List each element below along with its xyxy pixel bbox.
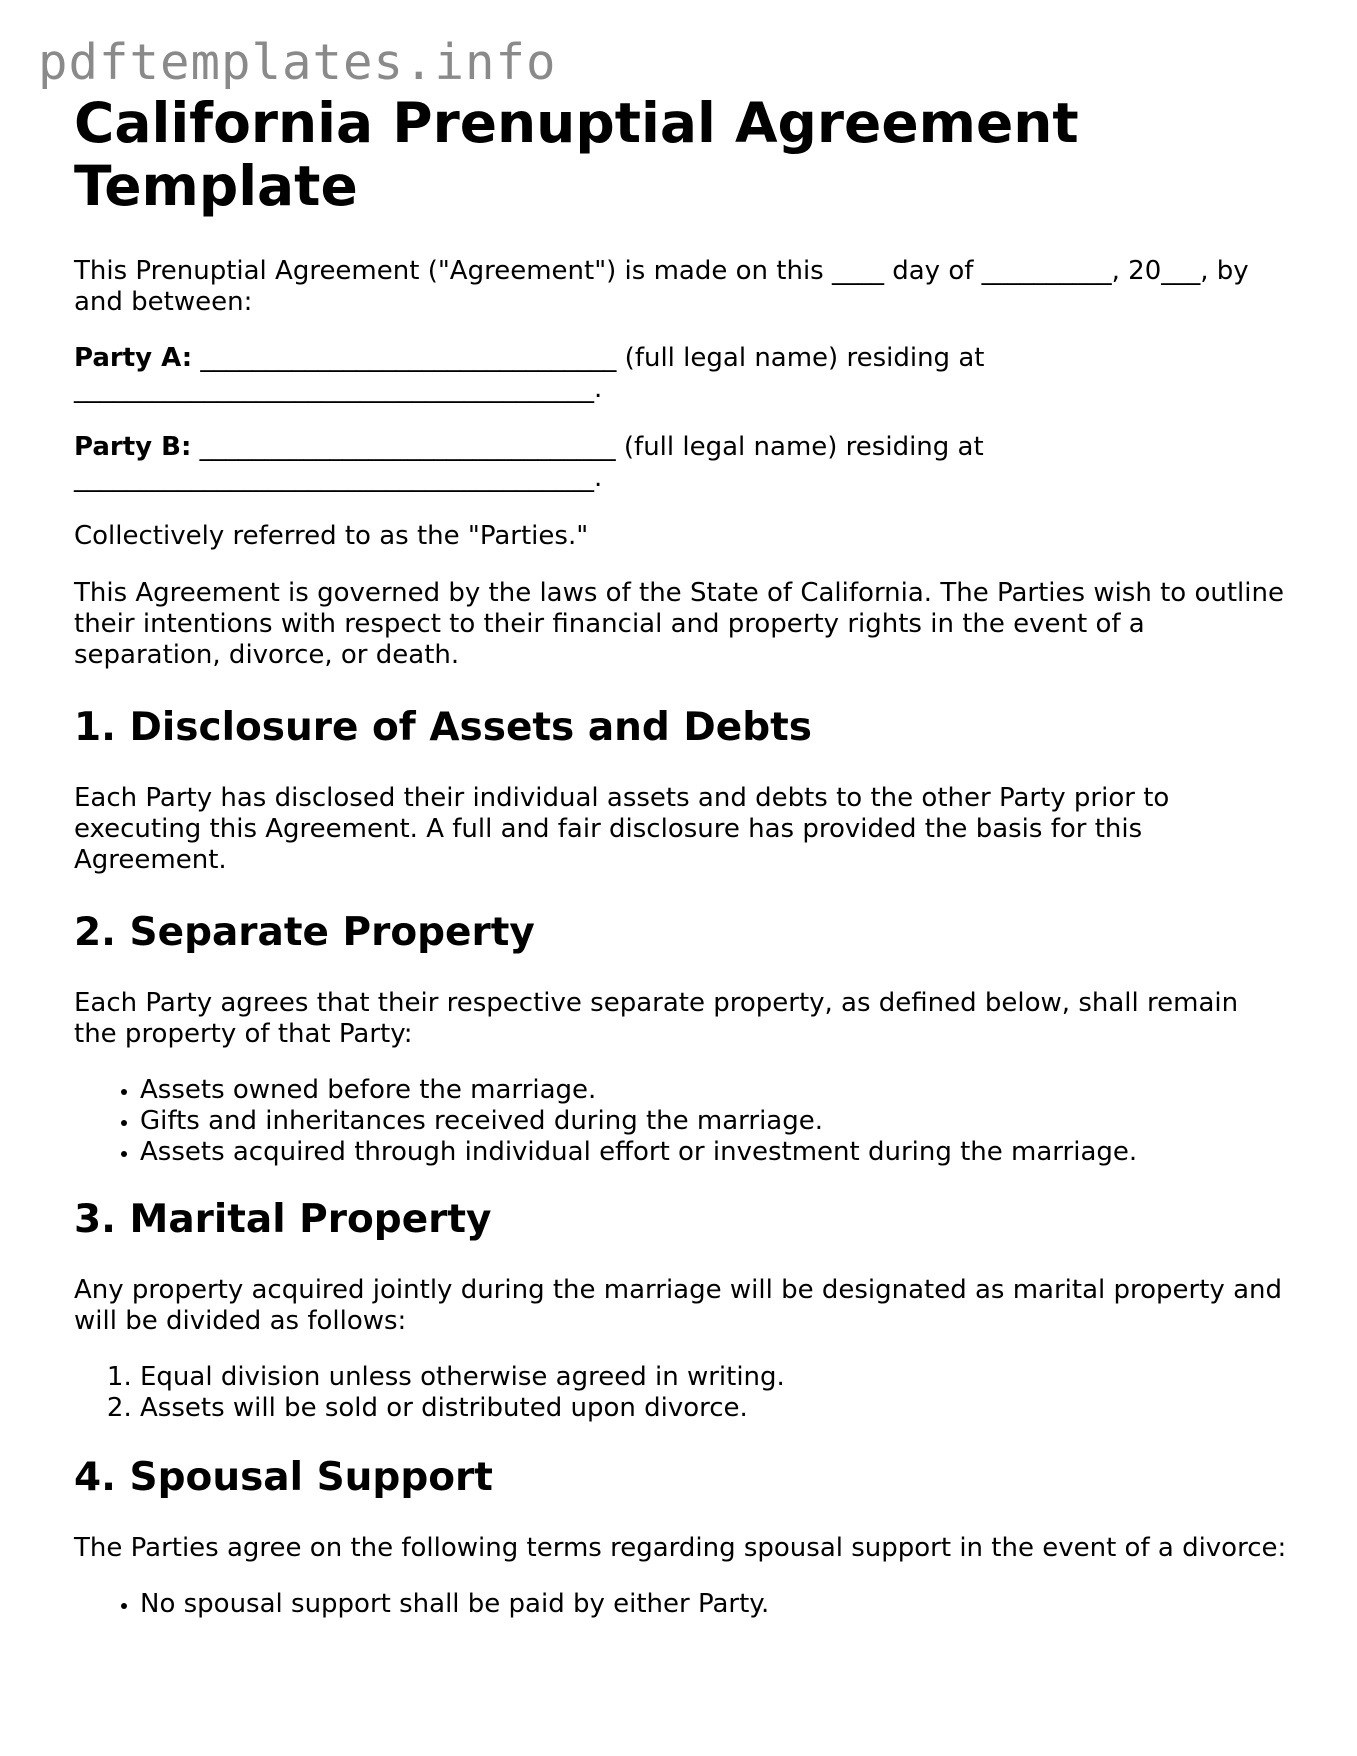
section-separate-property xyxy=(74,910,1289,1168)
separate-property-list xyxy=(74,1075,1289,1168)
section-text: The Parties agree on the following terms regarding spousal support in the event of a divorce: xyxy=(74,1533,1287,1563)
intro-paragraph: This Prenuptial Agreement ("Agreement") is made on this ____ day of __________, 20___, by and between: xyxy=(74,256,1249,317)
section-spousal-support xyxy=(74,1455,1289,1620)
section-heading: 3. Marital Property xyxy=(74,1197,492,1242)
party-b-label: Party B: xyxy=(74,432,192,462)
list-item: 2. Assets will be sold or distributed upon divorce. xyxy=(140,1393,1289,1424)
section-text: Each Party agrees that their respective separate property, as defined below, shall remain the property of that Party: xyxy=(74,988,1239,1049)
marital-property-list xyxy=(74,1362,1289,1424)
list-item: 1. Equal division unless otherwise agreed in writing. xyxy=(140,1362,1289,1393)
section-marital-property xyxy=(74,1197,1289,1424)
list-item: • Assets owned before the marriage. xyxy=(140,1075,1289,1106)
party-a-label: Party A: xyxy=(74,343,193,373)
party-b-text: ________________________________ (full legal name) residing at ________________________________________. xyxy=(74,432,984,493)
collective-paragraph: Collectively referred to as the "Parties." xyxy=(74,521,589,551)
party-b-line xyxy=(74,432,1289,494)
party-a-line xyxy=(74,343,1289,405)
section-heading: 1. Disclosure of Assets and Debts xyxy=(74,705,813,750)
list-item: • Assets acquired through individual effort or investment during the marriage. xyxy=(140,1137,1289,1168)
list-item: • No spousal support shall be paid by either Party. xyxy=(140,1589,1289,1620)
watermark: pdftemplates.info xyxy=(38,34,557,91)
spousal-support-list xyxy=(74,1589,1289,1620)
section-disclosure xyxy=(74,705,1289,876)
section-heading: 2. Separate Property xyxy=(74,910,535,955)
section-text: Any property acquired jointly during the marriage will be designated as marital property and will be divided as follows: xyxy=(74,1275,1282,1336)
section-heading: 4. Spousal Support xyxy=(74,1455,493,1500)
party-a-text: ________________________________ (full legal name) residing at ________________________________________. xyxy=(74,343,985,404)
document-title: California Prenuptial Agreement Template xyxy=(74,91,1079,218)
governing-law-paragraph: This Agreement is governed by the laws of the State of California. The Parties wish to outline their intentions with respect to their financial and property rights in the event of a separation, divorce, or death. xyxy=(74,578,1284,670)
section-text: Each Party has disclosed their individual assets and debts to the other Party prior to executing this Agreement. A full and fair disclosure has provided the basis for this Agreement. xyxy=(74,783,1170,875)
list-item: • Gifts and inheritances received during the marriage. xyxy=(140,1106,1289,1137)
document-page xyxy=(74,92,1289,1644)
